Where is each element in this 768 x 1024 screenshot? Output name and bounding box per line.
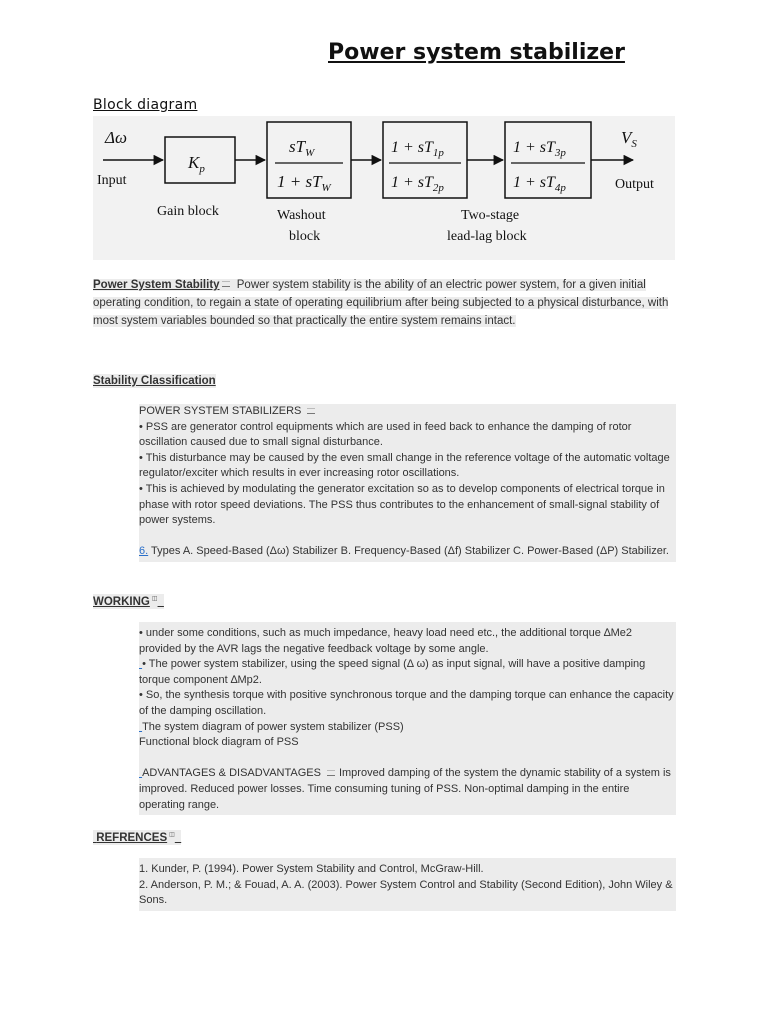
working-bullet-3: • So, the synthesis torque with positive synchronous torque and the damping torque can enhance the capacity of the damping oscillation. [139, 689, 674, 717]
leadlag2-den-sub: 4p [554, 182, 566, 194]
references-link-icon: ◫ [169, 832, 175, 838]
leadlag2-denominator: 1 + sT [513, 174, 555, 191]
pss-note-icon [307, 408, 315, 414]
pss-bullet-1: • PSS are generator control equipments which are used in feed back to enhance the damping of rotor oscillation caused due to small signal disturbance. [139, 420, 632, 449]
leadlag1-den-sub: 2p [432, 182, 444, 194]
external-link-icon: ◫ [151, 596, 158, 602]
working-bullet-2: • The power system stabilizer, using the speed signal (Δ ω) as input signal, will have a positive damping torque component ∆Mp2. [139, 658, 646, 686]
adv-heading: ADVANTAGES & DISADVANTAGES [142, 767, 321, 780]
block-diagram-heading: Block diagram [93, 97, 198, 113]
svg-text:1 + sT2p [391, 174, 444, 194]
types-link[interactable]: 6. [139, 545, 149, 558]
input-symbol: Δω [105, 128, 127, 147]
working-bullet-1: • under some conditions, such as much impedance, heavy load need etc., the additional torque ∆Me2 provided by the AVR lags the negative feedback voltage by some angle. [139, 627, 633, 655]
svg-text:1 + sT4p [513, 174, 566, 194]
svg-text:VS [621, 128, 637, 150]
working-heading [93, 594, 164, 609]
leadlag1-denominator: 1 + sT [391, 174, 433, 191]
reference-2: 2. Anderson, P. M.; & Fouad, A. A. (2003). Power System Control and Stability (Second Edition), John Wiley & Sons. [139, 878, 673, 907]
leadlag-label-1: Two-stage [461, 208, 520, 223]
block-diagram [93, 116, 675, 260]
references-section [139, 858, 676, 911]
references-heading-text: REFRENCES [96, 831, 168, 844]
working-section [139, 622, 676, 815]
block-diagram-svg [93, 116, 675, 260]
leadlag2-num-sub: 3p [554, 147, 566, 159]
pss-section [139, 404, 676, 562]
pss-bullet-3: • This is achieved by modulating the generator excitation so as to develop components of electrical torque in phase with rotor speed deviations. The PSS thus contributes to the enhancement of small-signal stability of power systems. [139, 482, 665, 527]
leadlag1-numerator: 1 + sT [391, 139, 433, 156]
adv-text: Improved damping of the system the dynamic stability of a system is improved. Reduced power losses. Time consuming tuning of PSS. Non-optimal damping in the entire operating range. [139, 767, 671, 811]
svg-text:1 + sTW [277, 172, 332, 194]
svg-text:1 + sT1p [391, 139, 444, 159]
washout-label-2: block [289, 229, 321, 244]
leadlag1-num-sub: 1p [432, 147, 444, 159]
output-symbol: V [621, 128, 632, 147]
output-subscript: S [631, 138, 637, 150]
washout-num-sub: W [305, 147, 315, 159]
washout-label-1: Washout [277, 208, 326, 223]
stability-paragraph [93, 276, 676, 331]
washout-numerator: sT [289, 137, 306, 156]
adv-note-icon [327, 770, 335, 776]
gain-symbol: K [188, 153, 200, 172]
working-heading-text: WORKING [93, 595, 150, 608]
functional-diagram-line: Functional block diagram of PSS [139, 736, 299, 749]
system-diagram-line: The system diagram of power system stabilizer (PSS) [142, 720, 404, 733]
note-icon [222, 281, 230, 287]
leadlag-label-2: lead-lag block [447, 229, 527, 244]
washout-denominator: 1 + sT [277, 172, 322, 191]
svg-text:sTW [289, 137, 315, 159]
stability-text: Power system stability is the ability of an electric power system, for a given initial operating condition, to regain a state of operating equilibrium after being subjected to a physical disturbance, with most system variables bounded so that practically the entire system remains intact. [93, 279, 669, 328]
svg-text:Kp [187, 153, 205, 175]
types-text: Types A. Speed-Based (Δω) Stabilizer B. Frequency-Based (Δf) Stabilizer C. Power-Based (ΔP) Stabilizer. [151, 545, 669, 558]
output-label: Output [615, 177, 654, 192]
reference-1: 1. Kunder, P. (1994). Power System Stability and Control, McGraw-Hill. [139, 863, 484, 875]
svg-text:1 + sT3p [513, 139, 566, 159]
pss-bullet-2: • This disturbance may be caused by the even small change in the reference voltage of the automatic voltage regulator/exciter which results in ever increasing rotor oscillations. [139, 451, 670, 480]
washout-den-sub: W [321, 182, 331, 194]
input-label: Input [97, 173, 127, 188]
pss-heading: POWER SYSTEM STABILIZERS [139, 405, 302, 417]
classification-heading: Stability Classification [93, 375, 216, 387]
gain-block-label: Gain block [157, 204, 219, 219]
gain-block-box [165, 137, 235, 183]
stability-lead: Power System Stability [93, 279, 220, 291]
page-title: Power system stabilizer [328, 40, 625, 65]
leadlag2-numerator: 1 + sT [513, 139, 555, 156]
gain-subscript: p [199, 163, 205, 175]
references-heading [93, 830, 181, 845]
